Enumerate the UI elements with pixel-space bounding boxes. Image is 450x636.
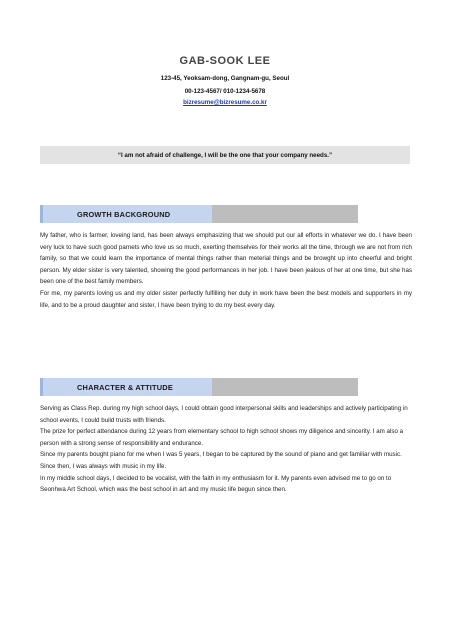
section-header-filler	[212, 378, 358, 396]
paragraph: For me, my parents loving us and my older sister perfectly fulfilling her duty in work have been the best models and supporters in my life, and to be a proud daughter and sister, I have been trying to do my best every day.	[40, 289, 412, 309]
paragraph: The prize for perfect attendance during 12 years from elementary school to high school shows my diligence and sincerity. I am also a person with a strong sense of responsibility and endurance.	[40, 428, 404, 447]
section-header-growth	[40, 205, 358, 223]
section-header-character	[40, 378, 358, 396]
applicant-name: GAB-SOOK LEE	[179, 55, 271, 67]
section-header-filler	[212, 205, 358, 223]
motto-text: “I am not afraid of challenge, I will be the one that your company needs.”	[117, 151, 333, 159]
paragraph: In my middle school days, I decided to be vocalist, with the faith in my enthusiasm for it. My parents even advised me to go on to Seonhwa Art School, which was the best school in art and my music life begun since then.	[40, 474, 392, 494]
section-title-growth: GROWTH BACKGROUND	[77, 209, 171, 219]
growth-background-text	[40, 230, 412, 311]
motto-box	[40, 146, 410, 164]
email-link[interactable]: bizresume@bizresume.co.kr	[183, 99, 267, 106]
phone-numbers: 00-123-4567/ 010-1234-5678	[184, 88, 266, 95]
address: 123-45, Yeoksam-dong, Gangnam-gu, Seoul	[160, 75, 290, 82]
paragraph: Since my parents bought piano for me when I was 5 years, I began to be captured by the sound of piano and get familiar with music. Since then, I was always with music in my life.	[40, 451, 402, 470]
section-header-label-bg	[40, 205, 212, 223]
character-attitude-text	[40, 403, 412, 496]
paragraph: Serving as Class Rep. during my high school days, I could obtain good interpersonal skills and leaderships and actively participating in school events, I could build trusts with friends.	[40, 405, 408, 424]
paragraph: My father, who is farmer, loveing land, has been always emphasizing that we should put our all efforts in whatever we do. I have been very luck to have such good parnets who love us so much, exerting themselves for their works all the time, through we are not from rich family, so that we could learn the importance of mental things rather than meterial things and be browght up into cheerful and bright person. My elder sister is very talented, showing the good performances in her job. I have been jealous of her at one time, but she has been one of the best family members.	[40, 232, 412, 286]
section-title-character: CHARACTER & ATTITUDE	[77, 382, 173, 392]
section-header-label-bg	[40, 378, 212, 396]
